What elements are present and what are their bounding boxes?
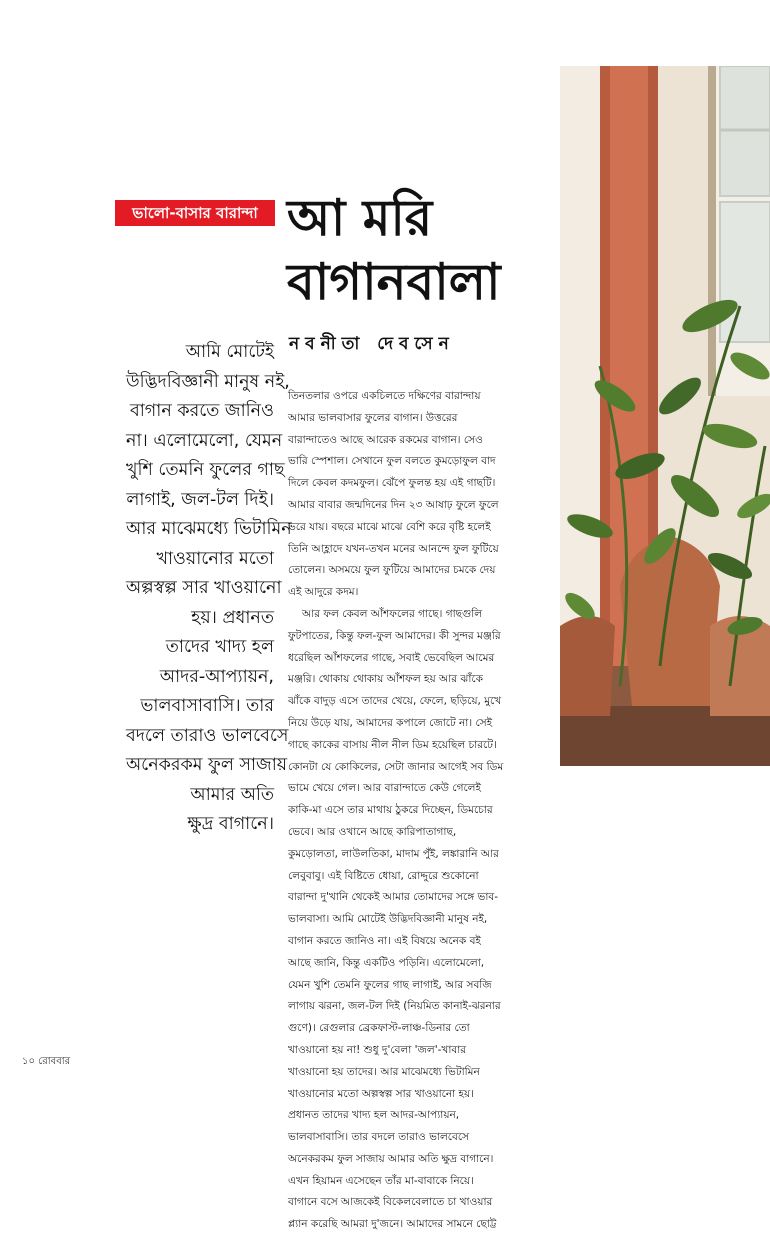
page-folio: ১০ রোববার <box>22 1056 71 1067</box>
author-byline: নবনীতা দেবসেন <box>289 334 455 354</box>
pull-quote-line: ভালবাসাবাসি। তার <box>140 696 274 716</box>
body-line: আমার বাবার জন্মদিনের দিন ২৩ আষাঢ় ফুলে ফুলে <box>288 498 499 511</box>
body-line: কাকি-মা এসে তার মাথায় ঠুকরে দিচ্ছেন, ডিমচোর <box>288 804 493 817</box>
pull-quote-line: আমার অতি <box>190 784 274 805</box>
body-line: লাগায় ঝরনা, জল-টল দিই (নিয়মিত কানাই-ঝরনার <box>288 1000 501 1013</box>
body-line: খাওয়ানো হয় তাদের। আর মাঝেমধ্যে ভিটামিন <box>288 1065 480 1078</box>
body-line: অনেকরকম ফুল সাজায় আমার অতি ক্ষুদ্র বাগানে। <box>288 1152 494 1165</box>
body-line: তিনতলার ওপরে একচিলতে দক্ষিণের বারান্দায় <box>288 390 481 402</box>
body-line: আর ফল কেবল আঁশফলের গাছে। গাছগুলি <box>302 607 483 620</box>
body-line: নিয়ে উড়ে যায়, আমাদের কপালে জোটে না। সেই <box>288 716 493 729</box>
pull-quote-line: লাগাই, জল-টল দিই। <box>126 489 274 510</box>
body-line: তিনি আহ্লাদে যখন-তখন মনের আনন্দে ফুল ফুটিয়ে <box>288 542 499 555</box>
body-line: বারান্দাতেও আছে আরেক রকমের বাগান। সেও <box>288 433 483 446</box>
column-label: ভালো-বাসার বারান্দা <box>115 200 275 226</box>
balcony-plants-illustration <box>560 66 770 766</box>
body-line: মঞ্জরি। থোকায় থোকায় আঁশফল হয় আর ঝাঁকে <box>288 673 483 686</box>
headline-line: বাগানবালা <box>287 253 501 311</box>
body-line: বারান্দা দু'খানি থেকেই আমার তোমাদের সঙ্গে ভাব- <box>288 891 498 904</box>
body-line: ভরে যায়। বছরে মাঝে মাঝে বেশি করে বৃষ্টি হলেই <box>288 520 491 533</box>
body-line: কুমড়োলতা, লাউলতিকা, মাদাম পুঁই, লঙ্কারানি আর <box>288 847 499 860</box>
body-line: ভালবাসাবাসি। তার বদলে তারাও ভালবেসে <box>288 1131 469 1144</box>
body-line: ঝাঁকে বাদুড় এসে তাদের খেয়ে, ফেলে, ছড়িয়ে, মুখে <box>288 695 502 708</box>
pull-quote-line: খুশি তেমনি ফুলের গাছ <box>126 460 285 480</box>
pull-quote <box>126 338 292 840</box>
body-line: বাগানে বসে আজকেই বিকেলবেলাতে চা খাওয়ার <box>288 1196 493 1209</box>
pull-quote-line: তাদের খাদ্য হল <box>165 637 274 657</box>
pull-quote-line: বাগান করতে জানিও <box>129 401 274 421</box>
body-line: লেবুবাবু। এই বিষ্টিতে ধোয়া, রোদ্দুরে শুকোনো <box>288 869 479 882</box>
pull-quote-line: অনেকরকম ফুল সাজায় <box>126 755 288 775</box>
pull-quote-line: আমি মোটেই <box>185 342 274 362</box>
body-line: দিলে কেবল কদমফুল। ঝেঁপে ফুলন্ত হয় এই গাছটি। <box>288 477 496 490</box>
headline <box>287 186 557 314</box>
pull-quote-line: বদলে তারাও ভালবেসে <box>126 725 289 746</box>
body-line: ভেবে। আর ওখানে আছে কারিপাতাগাছ, <box>288 825 457 838</box>
body-line: খাওয়ানোর মতো অল্পস্বল্প সার খাওয়ানো হয়। <box>288 1087 474 1100</box>
pull-quote-line: অল্পস্বল্প সার খাওয়ানো <box>126 578 282 598</box>
body-line: যেমন খুশি তেমনি ফুলের গাছ লাগাই, আর সবজি <box>288 978 492 991</box>
pull-quote-line: আদর-আপ্যায়ন, <box>159 666 274 687</box>
pull-quote-line: উদ্ভিদবিজ্ঞানী মানুষ নই, <box>126 371 290 392</box>
body-line: খাওয়ানো হয় না! শুধু দু'বেলা 'জল'-খাবার <box>288 1043 467 1056</box>
body-line: আছে জানি, কিন্তু একটিও পড়িনি। এলোমেলো, <box>288 956 485 969</box>
body-line: ভালবাসা। আমি মোটেই উদ্ভিদবিজ্ঞানী মানুষ নই, <box>288 913 488 926</box>
body-line: প্ল্যান করেছি আমরা দু'জনে। আমাদের সামনে ছোট্ট <box>288 1218 497 1231</box>
body-line: ধরেছিল আঁশফলের গাছে, সবাই ভেবেছিল আমের <box>288 651 495 664</box>
body-line: আমার ভালবাসার ফুলের বাগান। উত্তরের <box>288 411 458 424</box>
pull-quote-line: আর মাঝেমধ্যে ভিটামিন <box>126 519 292 539</box>
article-body <box>288 386 556 1236</box>
body-line: এখন হিয়ামন এসেছেন তাঁর মা-বাবাকে নিয়ে। <box>288 1174 474 1187</box>
body-line: বাগান করতে জানিও না। এই বিষয়ে অনেক বই <box>288 934 481 947</box>
pull-quote-line: ক্ষুদ্র বাগানে। <box>187 814 274 834</box>
pull-quote-line: না। এলোমেলো, যেমন <box>126 430 283 451</box>
pull-quote-line: হয়। প্রধানত <box>191 607 274 628</box>
pull-quote-line: খাওয়ানোর মতো <box>156 548 274 569</box>
balcony-garden-photo <box>560 66 770 766</box>
body-line: প্রধানত তাদের খাদ্য হল আদর-আপ্যায়ন, <box>288 1109 460 1122</box>
body-line: গাছে কাকের বাসায় নীল নীল ডিম হয়েছিল চারটে। <box>288 738 497 751</box>
body-line: কোনটা যে কোকিলের, সেটা জানার আগেই সব ডিম <box>288 760 504 773</box>
body-line: ফুটপাতের, কিন্তু ফল-ফুল আমাদের। কী সুন্দর মঞ্জরি <box>288 629 501 642</box>
headline-line: আ মরি <box>287 189 433 247</box>
body-line: এই আদুরে কদম। <box>288 586 359 599</box>
body-line: গুণে)। রেগুলার ব্রেকফাস্ট-লাঞ্চ-ডিনার তো <box>288 1022 470 1035</box>
body-line: ভারি স্পেশাল। সেখানে ফুল বলতে কুমড়োফুল বাদ <box>288 455 496 468</box>
body-line: ভামে খেয়ে গেল। আর বারান্দাতে কেউ গেলেই <box>288 782 481 795</box>
body-line: তোলেন। অসময়ে ফুল ফুটিয়ে আমাদের চমকে দেয় <box>288 564 496 577</box>
